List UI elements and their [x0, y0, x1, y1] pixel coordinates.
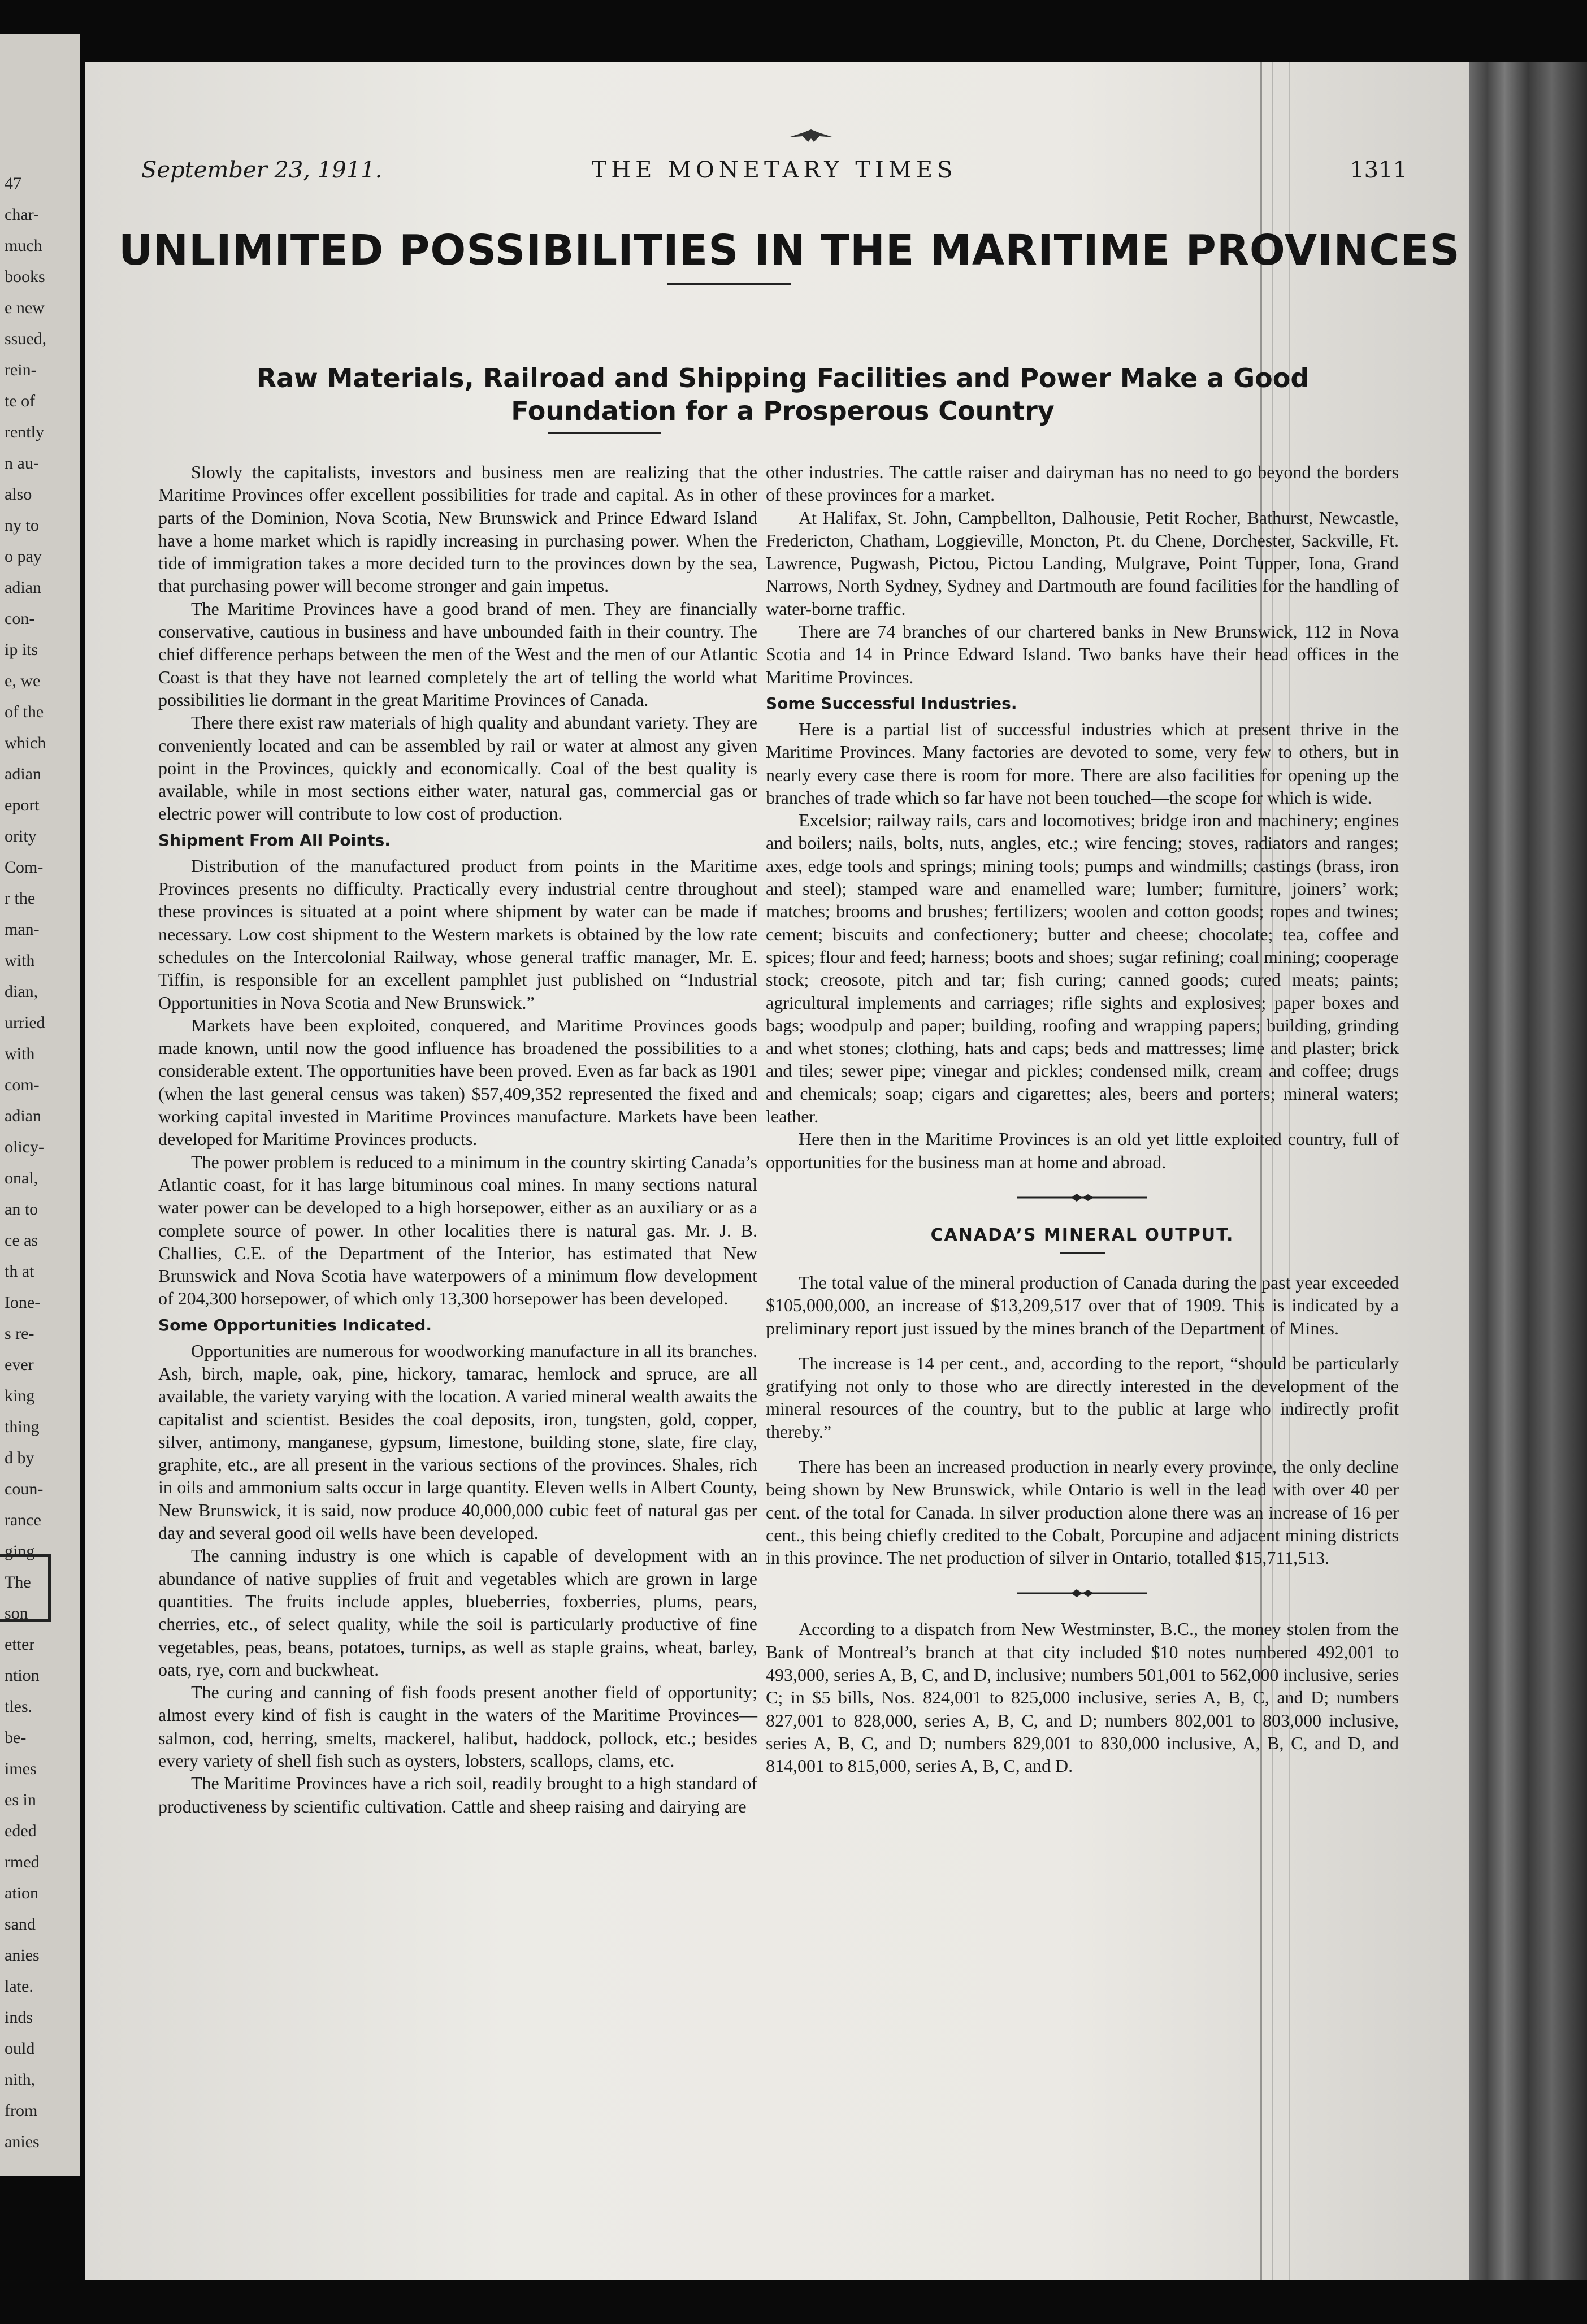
facing-page-fragment: adian: [5, 1107, 41, 1125]
paragraph: Opportunities are numerous for woodworking manufacture in all its branches. Ash, birch, maple, oak, pine, hickory, tamarac, hemlock and spruce, are all available, the variety varying with the location. A varied mineral wealth awaits the capitalist and scientist. Besides the coal deposits, iron, tungsten, gold, copper, silver, antimony, manganese, gypsum, limestone, building stone, slate, fire clay, graphite, etc., are all present in the various sections of the provinces. Shales, rich in oils and ammonium salts occur in large quantity. Eleven wells in Albert County, New Brunswick, it is said, now produce 40,000,000 cubic feet of natural gas per day and several good oil wells have been developed.: [158, 1340, 757, 1543]
facing-page-fragment: olicy-: [5, 1138, 44, 1156]
paragraph: Here is a partial list of successful industries which at present thrive in the Maritime Provinces. Many factories are devoted to some, very few to others, but in nearly every case there is room for more. There are also facilities for opening up the branches of trade which so far have not been touched—the scope for which is wide.: [766, 718, 1399, 808]
paragraph: Excelsior; railway rails, cars and locomotives; bridge iron and machinery; engines and boilers; nails, bolts, nuts, angles, etc.; wire fencing; stoves, radiators and ranges; axes, edge tools and springs; mining tools; pumps and windmills; castings (brass, iron and steel); stamped ware and enamelled ware; lumber; furniture, joiners’ work; matches; brooms and brushes; fertilizers; woolen and cotton goods; ropes and twines; cement; biscuits and confectionery; butter and cheese; chocolate; tea, coffee and spices; flour and feed; harness; boots and shoes; sugar refining; coal mining; cooperage stock; creosote, pitch and tar; fish curing; canned goods; cured meats; paints; agricultural implements and carriages; rifle sights and explosives; paper boxes and bags; woodpulp and paper; building, roofing and wrapping papers; building, grinding and whet stones; clothing, hats and caps; beds and mattresses; lime and plaster; brick and tiles; sewer pipe; vinegar and pickles; condensed milk, cream and coffee; drugs and chemicals; soap; cigars and cigarettes; ales, beers and porters; mineral waters; leather.: [766, 810, 1399, 1127]
paragraph: The total value of the mineral production of Canada during the past year exceeded $105,000,000, an increase of $13,209,517 over that of 1909. This is indicated by a preliminary report just issued by the mines branch of the Department of Mines.: [766, 1272, 1399, 1338]
right-column: [766, 461, 1399, 1777]
facing-page-fragment: The: [5, 1573, 31, 1592]
paragraph: Distribution of the manufactured product from points in the Maritime Provinces presents no difficulty. Practically every industrial centre throughout these provinces is situated at a point where shipment by water can be made if necessary. Low cost shipment to the Western markets is obtained by the low rate schedules on the Intercolonial Railway, whose general traffic manager, Mr. E. Tiffin, is responsible for an excellent pamphlet just published on “Industrial Opportunities in Nova Scotia and New Brunswick.”: [158, 855, 757, 1013]
facing-page-fragment: con-: [5, 609, 35, 628]
paragraph-gap: [766, 1339, 1399, 1352]
section-heading: Some Opportunities Indicated.: [158, 1315, 432, 1334]
paragraph: There has been an increased production in nearly every province, the only decline being shown by New Brunswick, while Ontario is well in the lead with over 40 per cent. of the total for Canada. In silver production alone there was an increase of 16 per cent., this being chiefly credited to the Cobalt, Porcupine and adjacent mining districts in this province. The net production of silver in Ontario, totalled $15,711,513.: [766, 1456, 1399, 1568]
dingbat-divider: [1017, 1193, 1147, 1203]
facing-page-fragment: th at: [5, 1262, 34, 1281]
paragraph-gap: [766, 1443, 1399, 1455]
facing-page-fragment: rein-: [5, 361, 37, 379]
facing-page-fragment: rance: [5, 1511, 41, 1529]
paragraph: At Halifax, St. John, Campbellton, Dalhousie, Petit Rocher, Bathurst, Newcastle, Fredericton, Chatham, Loggieville, Moncton, Pt. du Chene, Dorchester, Sackville, Ft. Lawrence, Pugwash, Pictou, Pictou Landing, Mulgrave, Point Tupper, Iona, Grand Narrows, North Sydney, Sydney and Dartmouth are found facilities for the handling of water-borne traffic.: [766, 507, 1399, 619]
facing-page-fragment: king: [5, 1386, 35, 1405]
facing-page-fragment: s re-: [5, 1324, 34, 1343]
facing-page-fragment: adian: [5, 765, 41, 783]
book-binding: [1469, 62, 1587, 2280]
eagle-ornament: [786, 127, 836, 144]
facing-page-fragment: rently: [5, 423, 44, 441]
facing-page-fragment: r the: [5, 889, 36, 908]
title-rule: [1060, 1252, 1105, 1254]
facing-page-fragment: imes: [5, 1759, 37, 1778]
facing-page-fragment: e, we: [5, 671, 41, 690]
facing-page-fragment: sand: [5, 1915, 36, 1933]
facing-page-fragment: tles.: [5, 1697, 33, 1716]
facing-page-fragment: dian,: [5, 982, 38, 1001]
journal-title: THE MONETARY TIMES: [591, 157, 957, 183]
facing-page-fragment: books: [5, 267, 45, 286]
facing-page-fragment: much: [5, 236, 42, 255]
facing-page-fragment: Ione-: [5, 1293, 41, 1312]
facing-page-fragment: ation: [5, 1884, 38, 1902]
facing-page-fragment: inds: [5, 2008, 33, 2027]
section-heading: Some Successful Industries.: [766, 693, 1017, 713]
facing-page-fragment: 47: [5, 174, 21, 193]
paragraph: Markets have been exploited, conquered, and Maritime Provinces goods made known, until now the good influence has broadened the possibilities to a considerable extent. The opportunities have been proved. Even as far back as 1901 (when the last general census was taken) $57,409,352 represented the fixed and working capital invested in Maritime Provinces manufacture. Markets have been developed for Maritime Provinces products.: [158, 1014, 757, 1150]
facing-page-fragment: an to: [5, 1200, 38, 1219]
facing-page-fragment: man-: [5, 920, 40, 939]
facing-page-fragment: thing: [5, 1417, 40, 1436]
facing-page-fragment: e new: [5, 298, 45, 317]
facing-page-fragment: ntion: [5, 1666, 40, 1685]
facing-page-fragment: n au-: [5, 454, 39, 472]
paragraph: Here then in the Maritime Provinces is an old yet little exploited country, full of opportunities for the business man at home and abroad.: [766, 1129, 1399, 1172]
newspaper-page: [85, 62, 1486, 2280]
left-facing-page: [0, 34, 80, 2176]
paragraph: The Maritime Provinces have a good brand of men. They are financially conservative, cautious in business and have unbounded faith in their country. The chief difference perhaps between the men of the West and the men of our Atlantic Coast is that they have not learned completely the art of telling the world what possibilities lie dormant in the great Maritime Provinces of Canada.: [158, 598, 757, 710]
facing-page-fragment: ip its: [5, 640, 38, 659]
sub-article-title: CANADA’S MINERAL OUTPUT.: [930, 1225, 1234, 1245]
facing-page-fragment: ce as: [5, 1231, 38, 1250]
facing-page-fragment: Com-: [5, 858, 44, 877]
facing-page-fragment: rmed: [5, 1853, 40, 1871]
facing-page-fragment: of the: [5, 703, 44, 721]
facing-page-fragment: d by: [5, 1449, 34, 1467]
paragraph: The curing and canning of fish foods present another field of opportunity; almost every kind of fish is caught in the waters of the Maritime Provinces—salmon, cod, herring, smelts, mackerel, halibut, haddock, pollock, etc.; besides every variety of shell fish such as oysters, lobsters, scallops, clams, etc.: [158, 1682, 757, 1771]
headline-rule: [667, 283, 791, 285]
subhead-rule: [548, 432, 661, 434]
dingbat-divider: [1017, 1588, 1147, 1598]
facing-page-fragment: from: [5, 2101, 38, 2120]
facing-page-fragment: adian: [5, 578, 41, 597]
facing-page-fragment: eport: [5, 796, 40, 814]
facing-page-fragment: with: [5, 951, 35, 970]
paragraph: other industries. The cattle raiser and dairyman has no need to go beyond the borders of these provinces for a market.: [766, 462, 1399, 505]
facing-page-fragment: also: [5, 485, 32, 504]
facing-page-fragment: anies: [5, 1946, 40, 1965]
facing-page-fragment: ging: [5, 1542, 35, 1560]
paragraph: There there exist raw materials of high quality and abundant variety. They are conveniently located and can be assembled by rail or water at almost any given point in the Provinces, quickly and economically. Coal of the best quality is available, while in most sections either water, natural gas, commercial gas or electric power will contribute to low cost of production.: [158, 712, 757, 824]
facing-page-fragment: son: [5, 1604, 28, 1623]
paragraph: Slowly the capitalists, investors and business men are realizing that the Maritime Provinces offer excellent possibilities for trade and capital. As in other parts of the Dominion, Nova Scotia, New Brunswick and Prince Edward Island have a home market which is rapidly increasing in purchasing power. When the tide of immigration takes a more decided turn to the provinces down by the sea, that purchasing power will become stronger and gain impetus.: [158, 462, 757, 596]
facing-page-fragment: nith,: [5, 2070, 36, 2089]
left-column: [158, 461, 757, 1818]
facing-page-fragment: eded: [5, 1822, 37, 1840]
facing-page-fragment: ever: [5, 1355, 34, 1374]
facing-page-fragment: onal,: [5, 1169, 38, 1187]
page-number: 1311: [1350, 157, 1407, 183]
paragraph: The power problem is reduced to a minimum in the country skirting Canada’s Atlantic coast, for it has large bituminous coal mines. In many sections natural water power can be developed to a high horsepower, either as an auxiliary or as a complete source of power. In other localities there is natural gas. Mr. J. B. Challies, C.E. of the Department of the Interior, has estimated that New Brunswick and Nova Scotia have waterpowers of a minimum flow development of 204,300 horsepower, of which only 13,300 horsepower has been developed.: [158, 1151, 757, 1309]
facing-page-fragment: ny to: [5, 516, 39, 535]
running-head: [141, 157, 1407, 191]
paragraph: There are 74 branches of our chartered banks in New Brunswick, 112 in Nova Scotia and 14 in Prince Edward Island. Two banks have their head offices in the Maritime Provinces.: [766, 621, 1399, 687]
facing-page-fragment: com-: [5, 1076, 40, 1094]
facing-page-fragment: o pay: [5, 547, 42, 566]
facing-page-fragment: ssued,: [5, 329, 47, 348]
paragraph: The Maritime Provinces have a rich soil, readily brought to a high standard of productiveness by scientific cultivation. Cattle and sheep raising and dairying are: [158, 1773, 757, 1816]
facing-page-fragment: with: [5, 1044, 35, 1063]
facing-page-fragment: urried: [5, 1013, 45, 1032]
issue-date: September 23, 1911.: [141, 157, 383, 183]
facing-page-fragment: etter: [5, 1635, 35, 1654]
paragraph: The canning industry is one which is capable of development with an abundance of native supplies of fruit and vegetables which are grown in large quantities. The fruits include apples, blueberries, foxberries, plums, pears, cherries, etc., of select quality, while the soil is particularly productive of fine vegetables, peas, beans, potatoes, turnips, as well as staple grains, wheat, barley, oats, rye, corn and buckwheat.: [158, 1545, 757, 1680]
facing-page-fragment: ould: [5, 2039, 35, 2058]
facing-page-fragment: ority: [5, 827, 37, 846]
facing-page-fragment: late.: [5, 1977, 33, 1996]
article-subhead: Raw Materials, Railroad and Shipping Facilities and Power Make a Good Foundation for a Prosperous Country: [256, 363, 1310, 426]
facing-page-fragment: es in: [5, 1790, 36, 1809]
facing-page-fragment: char-: [5, 205, 40, 224]
article-headline: UNLIMITED POSSIBILITIES IN THE MARITIME PROVINCES: [119, 226, 1460, 275]
facing-page-fragment: anies: [5, 2132, 40, 2151]
facing-page-fragment: coun-: [5, 1480, 44, 1498]
paragraph: According to a dispatch from New Westminster, B.C., the money stolen from the Bank of Montreal’s branch at that city included $10 notes numbered 492,001 to 493,000, series A, B, C, and D, inclusive; numbers 501,001 to 562,000 inclusive, series C; in $5 bills, Nos. 824,001 to 825,000 inclusive, series A, B, C, and D; numbers 827,001 to 828,000, series A, B, C, and D; numbers 802,001 to 803,000 inclusive, series A, B, C, and D; numbers 829,001 to 830,000 inclusive, A, B, C, and D, and 814,001 to 815,000, series A, B, C, and D.: [766, 1619, 1399, 1776]
facing-page-fragment: be-: [5, 1728, 27, 1747]
facing-page-fragment: which: [5, 734, 46, 752]
facing-page-fragment: te of: [5, 392, 36, 410]
section-heading: Shipment From All Points.: [158, 830, 391, 849]
paragraph: The increase is 14 per cent., and, according to the report, “should be particularly gratifying not only to those who are directly interested in the development of the mineral resources of the country, but to the public at large who indirectly profit thereby.”: [766, 1352, 1399, 1442]
